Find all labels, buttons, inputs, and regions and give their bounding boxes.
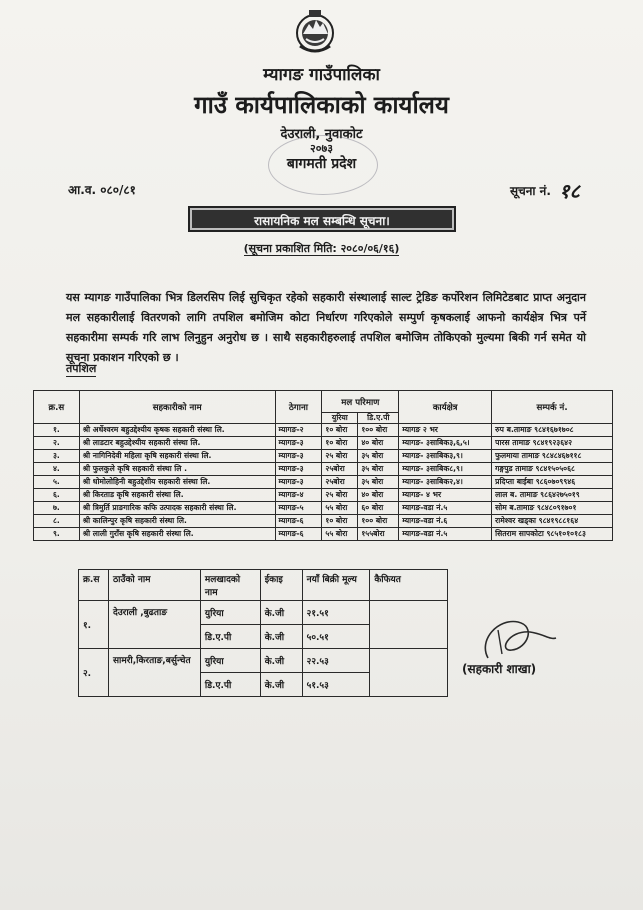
- table-row: [34, 463, 613, 476]
- cell-location: म्यागङ-४: [275, 489, 322, 502]
- cell-dap: ४० बोरा: [358, 489, 399, 502]
- cell-area: म्यागङ- ३साबिक८,९।: [399, 463, 492, 476]
- cell-location: म्यागङ-६: [275, 515, 322, 528]
- cell-price: ५१.५३: [302, 673, 370, 697]
- notice-body: यस म्यागङ गाउँपालिका भित्र डिलरसिप लिई सुचिकृत रहेको सहकारी संस्थालाई साल्ट ट्रेडिङ कर्पोरेशन लिमिटेडबाट प्राप्त अनुदान मल सहकारीलाई वितरणको लागि तपशिल बमोजिम कोटा निर्धारण गरिएकोले सम्पुर्ण कृषकलाई आफनो कार्यक्षेत्र भित्र पर्ने सहकारीमा सम्पर्क गरि लाभ लिनुहुन अनुरोध छ । साथै सहकारीहरुलाई तपशिल बमोजिम तोकिएको मुल्यमा बिकी गर्न समेत यो सूचना प्रकाशन गरिएको छ ।: [66, 291, 586, 364]
- cell-sn: ५.: [34, 476, 80, 489]
- cell-unit: के.जी: [260, 649, 302, 673]
- header-sn: क्र.स: [34, 391, 80, 424]
- price-table: [78, 569, 448, 697]
- cell-dap: १०० बोरा: [358, 515, 399, 528]
- cell-area: म्यागङ-वडा नं.५: [399, 502, 492, 515]
- cell-contact: सोम ब.तामाङ ९८४८०९१७०१: [492, 502, 613, 515]
- fiscal-year: आ.व. ०८०/८१: [68, 183, 136, 197]
- price-header-unit: ईकाइ: [260, 570, 302, 601]
- cooperative-table: [33, 390, 613, 541]
- header-name: सहकारीको नाम: [79, 391, 275, 424]
- cell-urea: ५५ बोरा: [322, 528, 358, 541]
- cell-sn: ८.: [34, 515, 80, 528]
- cell-fertilizer: युरिया: [200, 601, 260, 625]
- cell-dap: १५५बोरा: [358, 528, 399, 541]
- table-row: [34, 515, 613, 528]
- cell-area: म्यागङ- ३साबिक२,४।: [399, 476, 492, 489]
- table-row: [79, 649, 448, 673]
- cell-location: म्यागङ-३: [275, 463, 322, 476]
- cell-fertilizer: युरिया: [200, 649, 260, 673]
- published-date-text: (सूचना प्रकाशित मिति: २०८०/०६/१६): [243, 242, 400, 255]
- cell-fertilizer: डि.ए.पी: [200, 625, 260, 649]
- signing-section: (सहकारी शाखा): [462, 662, 537, 676]
- cell-unit: के.जी: [260, 601, 302, 625]
- office-title: गाउँ कार्यपालिकाको कार्यालय: [194, 91, 449, 119]
- cell-name: श्री लाली गुराँस कृषि सहकारी संस्था लि.: [79, 528, 275, 541]
- cell-urea: ५५ बोरा: [322, 502, 358, 515]
- cell-dap: ४० बोरा: [358, 437, 399, 450]
- cell-area: म्यागङ २ भर: [399, 424, 492, 437]
- cell-urea: २५ बोरा: [322, 450, 358, 463]
- province-name: बागमती प्रदेश: [286, 156, 357, 172]
- cell-name: श्री कालिन्पुर कृषि सहकारी संस्था लि.: [79, 515, 275, 528]
- cell-location: म्यागङ-२: [275, 424, 322, 437]
- office-address: देउराली, नुवाकोट: [280, 127, 363, 142]
- cell-place: सामरी,किरताङ,बर्सुन्चेत: [108, 649, 200, 697]
- cell-sn: २.: [34, 437, 80, 450]
- cell-dap: ३५ बोरा: [358, 450, 399, 463]
- cell-contact: फुलमाया तामाङ ९८४८४६७११८: [492, 450, 613, 463]
- cell-urea: १० बोरा: [322, 515, 358, 528]
- cell-contact: प्रदिप्ता बाईबा ९८६०७०९९४६: [492, 476, 613, 489]
- cell-location: म्यागङ-५: [275, 502, 322, 515]
- cell-urea: १० बोरा: [322, 437, 358, 450]
- cell-dap: १०० बोरा: [358, 424, 399, 437]
- section-label: तपशिल: [66, 362, 97, 375]
- notice-number-label: सूचना नं.: [510, 184, 551, 198]
- price-header-price: नयाँ बिक्री मूल्य: [302, 570, 370, 601]
- cell-sn: ४.: [34, 463, 80, 476]
- cell-price: २१.५१: [302, 601, 370, 625]
- cell-contact: सितराम सापकोटा ९८५१०१०१८३: [492, 528, 613, 541]
- table-row: [34, 437, 613, 450]
- table-row: [79, 601, 448, 625]
- cell-name: श्री त्रिमुर्ति प्राङगारिक कफि उत्पादक सहकारी संस्था लि.: [79, 502, 275, 515]
- notice-number-value: १८: [559, 179, 580, 203]
- table-row: [34, 424, 613, 437]
- established-year: २०७३: [310, 142, 333, 155]
- header-urea: युरिया: [322, 413, 358, 424]
- cell-location: म्यागङ-३: [275, 476, 322, 489]
- cell-sn: २.: [79, 649, 109, 697]
- cell-area: म्यागङ- ३साबिक३,६,५।: [399, 437, 492, 450]
- nepal-emblem-icon: [292, 8, 338, 54]
- cell-name: श्री लाडटार बहुउद्देश्यीय सहकारी संस्था लि.: [79, 437, 275, 450]
- cell-dap: ३५ बोरा: [358, 476, 399, 489]
- cell-urea: २५ बोरा: [322, 489, 358, 502]
- cell-price: २२.५३: [302, 649, 370, 673]
- header-contact: सम्पर्क नं.: [492, 391, 613, 424]
- price-header-place: ठाउँको नाम: [108, 570, 200, 601]
- cell-location: म्यागङ-३: [275, 450, 322, 463]
- cell-dap: ३५ बोरा: [358, 463, 399, 476]
- cell-remarks: [370, 601, 448, 649]
- cell-area: म्यागङ- ४ भर: [399, 489, 492, 502]
- cell-contact: रामेश्वर खड्का ९८४१९८८१६४: [492, 515, 613, 528]
- cell-location: म्यागङ-३: [275, 437, 322, 450]
- notice-number: [510, 177, 580, 204]
- cell-name: श्री फुलकुले कृषि सहकारी संस्था लि .: [79, 463, 275, 476]
- cell-contact: रुप ब.तामाङ ९८४१६७१७०८: [492, 424, 613, 437]
- cell-dap: ६० बोरा: [358, 502, 399, 515]
- cell-location: म्यागङ-६: [275, 528, 322, 541]
- cell-sn: ९.: [34, 528, 80, 541]
- cell-unit: के.जी: [260, 673, 302, 697]
- cell-sn: १.: [79, 601, 109, 649]
- cell-contact: पारस तामाङ ९८४१९२३६४२: [492, 437, 613, 450]
- table-row: [34, 450, 613, 463]
- cell-urea: २५बोरा: [322, 463, 358, 476]
- cell-price: ५०.५१: [302, 625, 370, 649]
- notice-banner: रासायनिक मल सम्बन्धि सूचना।: [188, 206, 456, 232]
- cell-name: श्री नागिनिदेवी महिला कृषि सहकारी संस्था लि.: [79, 450, 275, 463]
- office-stamp: [268, 135, 378, 195]
- cell-name: श्री धोमोलोहिनी बहुउद्देशीय सहकारी संस्था लि.: [79, 476, 275, 489]
- table-row: [34, 528, 613, 541]
- cell-fertilizer: डि.ए.पी: [200, 673, 260, 697]
- price-header-sn: क्र.स: [79, 570, 109, 601]
- header-quantity: मल परिमाण: [322, 391, 399, 413]
- cell-urea: १० बोरा: [322, 424, 358, 437]
- cell-contact: गङ्गपुड तामाङ ९८४१५०५०६८: [492, 463, 613, 476]
- cell-unit: के.जी: [260, 625, 302, 649]
- office-name: म्यागङ गाउँपालिका: [263, 65, 380, 85]
- cell-name: श्री किरताड कृषि सहकारी संस्था लि.: [79, 489, 275, 502]
- table-row: [34, 476, 613, 489]
- header-location: ठेगाना: [275, 391, 322, 424]
- cell-remarks: [370, 649, 448, 697]
- cell-place: देउराली ,बुढताङ: [108, 601, 200, 649]
- cell-area: म्यागङ-वडा नं.५: [399, 528, 492, 541]
- published-date: [0, 241, 643, 256]
- header-dap: डि.ए.पी: [358, 413, 399, 424]
- price-header-remarks: कैफियत: [370, 570, 448, 601]
- cell-sn: ७.: [34, 502, 80, 515]
- price-header-fertilizer: मलखादको नाम: [200, 570, 260, 601]
- table-row: [34, 502, 613, 515]
- cell-area: म्यागङ-वडा नं.६: [399, 515, 492, 528]
- header-area: कार्यक्षेत्र: [399, 391, 492, 424]
- cell-area: म्यागङ- ३साबिक३,९।: [399, 450, 492, 463]
- cell-urea: २५बोरा: [322, 476, 358, 489]
- cell-sn: ६.: [34, 489, 80, 502]
- cell-contact: लाल ब. तामाङ ९८६४२७५०१९: [492, 489, 613, 502]
- cell-name: श्री अर्धेश्वरम बहुउद्देश्यीय कृषक सहकारी संस्था लि.: [79, 424, 275, 437]
- table-row: [34, 489, 613, 502]
- cell-sn: ३.: [34, 450, 80, 463]
- cell-sn: १.: [34, 424, 80, 437]
